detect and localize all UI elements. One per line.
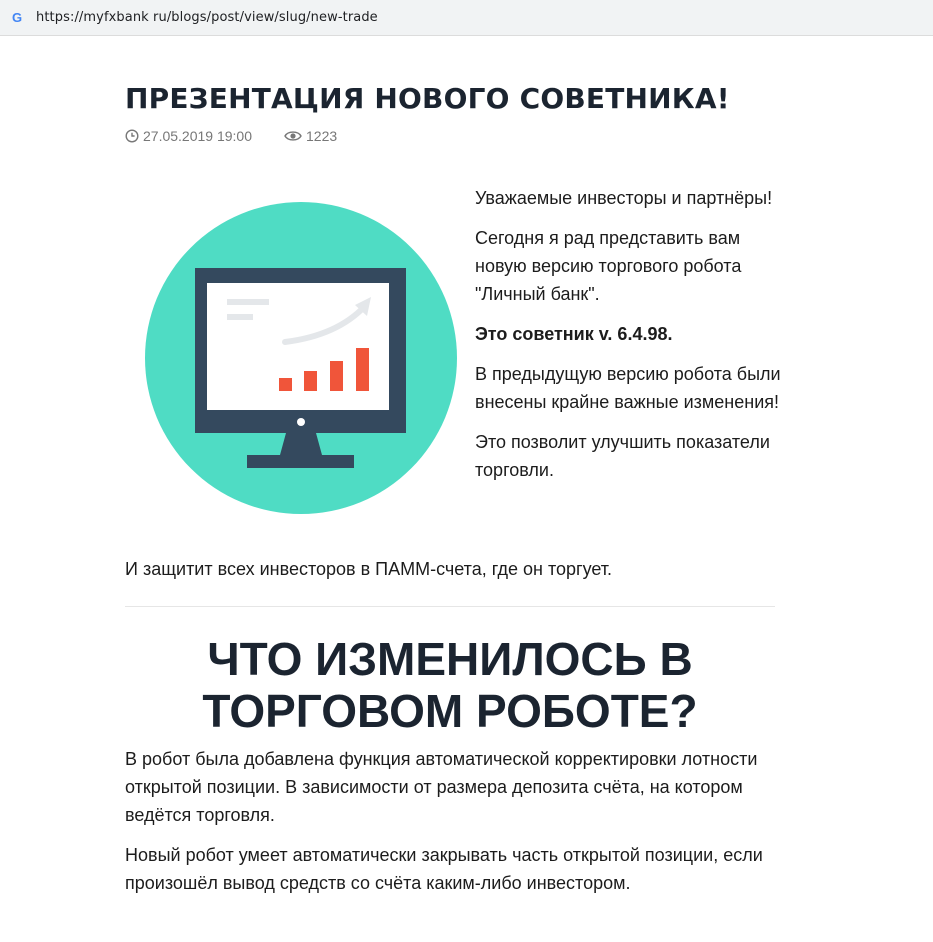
chart-bar-2 (304, 371, 317, 391)
google-icon: G (11, 9, 23, 25)
post-views (284, 128, 337, 144)
intro-announcement: Сегодня я рад представить вам новую версию торгового робота "Личный банк". (475, 228, 742, 304)
monitor-chart-illustration (145, 202, 457, 514)
intro-protection: И защитит всех инвесторов в ПАММ-счета, где он торгует. (125, 559, 613, 579)
chart-bar-4 (356, 348, 369, 391)
intro-benefit: Это позволит улучшить показатели торговли. (475, 432, 770, 480)
monitor-base (247, 455, 354, 468)
section-heading: ЧТО ИЗМЕНИЛОСЬ В ТОРГОВОМ РОБОТЕ? (202, 633, 698, 737)
clock-icon (125, 129, 139, 143)
post-views-count: 1223 (306, 128, 338, 144)
post-date-text: 27.05.2019 19:00 (143, 128, 252, 144)
url-text[interactable]: https://myfxbank ru/blogs/post/view/slug/new-trade (36, 10, 378, 25)
section-body (125, 745, 775, 909)
chart-bar-1 (279, 378, 292, 391)
monitor-power-dot (297, 418, 305, 426)
intro-version: Это советник v. 6.4.98. (475, 324, 673, 344)
chart-bar-3 (330, 361, 343, 391)
post-title: ПРЕЗЕНТАЦИЯ НОВОГО СОВЕТНИКА! (125, 82, 730, 115)
browser-address-bar[interactable] (0, 0, 933, 36)
intro-greeting: Уважаемые инвесторы и партнёры! (475, 188, 773, 208)
monitor-stand (280, 433, 322, 455)
eye-icon (284, 130, 302, 142)
intro-text (475, 184, 785, 496)
post-date (125, 128, 252, 144)
section-divider (125, 606, 775, 607)
section-paragraph-1: В робот была добавлена функция автоматической корректировки лотности открытой позиции. В зависимости от размера депозита счёта, на котором ведётся торговля. (125, 749, 758, 825)
post-meta (125, 128, 369, 144)
section-paragraph-2: Новый робот умеет автоматически закрывать часть открытой позиции, если произошёл вывод средств со счёта каким-либо инвестором. (125, 845, 763, 893)
intro-changes: В предыдущую версию робота были внесены крайне важные изменения! (475, 364, 781, 412)
